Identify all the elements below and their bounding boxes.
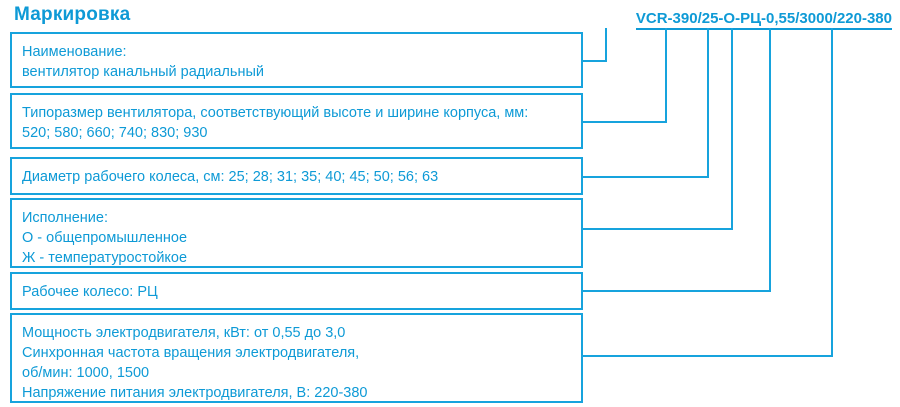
leader-line-diameter-h: [583, 176, 707, 178]
block-impeller-line-0: Рабочее колесо: РЦ: [22, 284, 158, 300]
block-impeller-diameter: [10, 157, 583, 195]
block-name-line-0: Наименование:: [22, 44, 127, 60]
leader-line-version-h: [583, 228, 731, 230]
block-name: [10, 32, 583, 88]
block-size: [10, 93, 583, 149]
block-version: [10, 198, 583, 268]
leader-line-impeller-h: [583, 290, 769, 292]
block-motor-line-2: об/мин: 1000, 1500: [22, 365, 150, 381]
product-code: [636, 10, 892, 27]
block-version-line-2: Ж - температуростойкое: [22, 250, 188, 266]
page-title: Маркировка: [14, 4, 131, 25]
block-size-line-1: 520; 580; 660; 740; 830; 930: [22, 125, 208, 141]
leader-line-size-h: [583, 121, 665, 123]
leader-line-diameter-v: [707, 28, 709, 178]
code-full: VCR-390/25-O-РЦ-0,55/3000/220-380: [636, 10, 892, 30]
leader-line-size-v: [665, 28, 667, 123]
leader-line-name-h: [583, 60, 605, 62]
leader-line-version-v: [731, 28, 733, 230]
leader-line-motor-h: [583, 355, 831, 357]
block-size-line-0: Типоразмер вентилятора, соответствующий высоте и ширине корпуса, мм:: [22, 105, 529, 121]
block-impeller-diameter-line-0: Диаметр рабочего колеса, см: 25; 28; 31; 35; 40; 45; 50; 56; 63: [22, 169, 439, 185]
block-impeller: [10, 272, 583, 310]
block-motor-line-3: Напряжение питания электродвигателя, В: 220-380: [22, 385, 368, 401]
block-version-line-1: О - общепромышленное: [22, 230, 188, 246]
block-motor-line-1: Синхронная частота вращения электродвигателя,: [22, 345, 360, 361]
block-motor-line-0: Мощность электродвигателя, кВт: от 0,55 до 3,0: [22, 325, 346, 341]
block-name-line-1: вентилятор канальный радиальный: [22, 64, 264, 80]
leader-line-motor-v: [831, 28, 833, 357]
block-motor: [10, 313, 583, 403]
leader-line-impeller-v: [769, 28, 771, 292]
block-version-line-0: Исполнение:: [22, 210, 109, 226]
leader-line-name-v: [605, 28, 607, 62]
